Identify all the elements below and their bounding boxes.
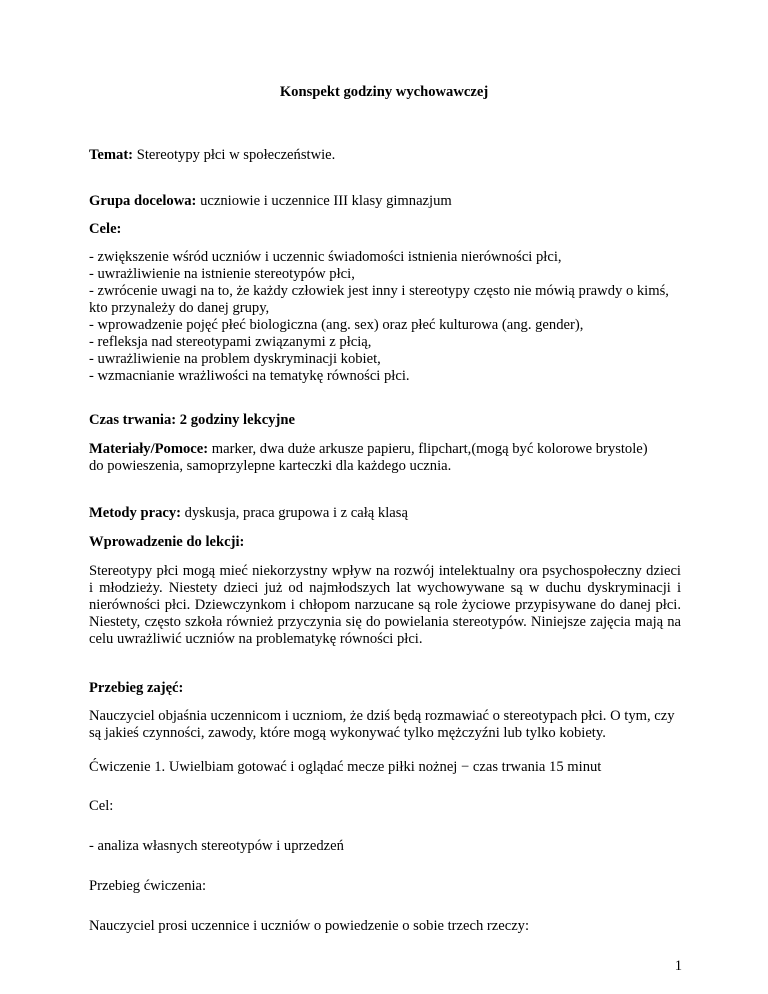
materials-line <box>89 441 659 475</box>
target-group-value: uczniowie i uczennice III klasy gimnazjum <box>200 193 452 209</box>
goal-item: - refleksja nad stereotypami związanymi z płcią, <box>89 334 372 350</box>
goals-heading: Cele: <box>89 221 122 237</box>
exercise-goal-label: Cel: <box>89 798 114 814</box>
exercise-title: Ćwiczenie 1. Uwielbiam gotować i oglądać mecze piłki nożnej − czas trwania 15 minut <box>89 759 602 775</box>
topic-label: Temat: <box>89 147 134 163</box>
exercise-course-text: Nauczyciel prosi uczennice i uczniów o powiedzenie o sobie trzech rzeczy: <box>89 918 530 934</box>
goal-item: - uwrażliwienie na problem dyskryminacji kobiet, <box>89 351 381 367</box>
goal-item: - uwrażliwienie na istnienie stereotypów płci, <box>89 266 355 282</box>
course-heading: Przebieg zajęć: <box>89 680 184 696</box>
materials-label: Materiały/Pomoce: <box>89 441 209 457</box>
topic-value: Stereotypy płci w społeczeństwie. <box>136 147 336 163</box>
goal-item: - wprowadzenie pojęć płeć biologiczna (ang. sex) oraz płeć kulturowa (ang. gender), <box>89 317 584 333</box>
target-group-label: Grupa docelowa: <box>89 193 197 209</box>
course-paragraph: Nauczyciel objaśnia uczennicom i uczniom, że dziś będą rozmawiać o stereotypach płci. O tym, czy są jakieś czynności, zawody, które mogą wykonywać tylko mężczyźni lub tylko kobiety. <box>89 708 675 741</box>
intro-heading: Wprowadzenie do lekcji: <box>89 534 245 550</box>
goal-item: - wzmacnianie wrażliwości na tematykę równości płci. <box>89 368 410 384</box>
methods-line <box>89 505 689 522</box>
methods-value: dyskusja, praca grupowa i z całą klasą <box>181 505 408 521</box>
goals-list <box>89 249 689 385</box>
goal-item: - zwiększenie wśród uczniów i uczennic świadomości istnienia nierówności płci, <box>89 249 562 265</box>
duration-line: Czas trwania: 2 godziny lekcyjne <box>89 412 295 428</box>
methods-label: Metody pracy: <box>89 505 181 521</box>
topic-line <box>89 147 689 164</box>
exercise-course-label: Przebieg ćwiczenia: <box>89 878 207 894</box>
document-title: Konspekt godziny wychowawczej <box>279 84 489 100</box>
materials-value: marker, dwa duże arkusze papieru, flipchart,(mogą być kolorowe brystole) do powieszenia, samoprzylepne karteczki dla każdego ucznia. <box>89 441 648 474</box>
goal-item: - zwrócenie uwagi na to, że każdy człowiek jest inny i stereotypy często nie mówią prawdy o kimś, kto przynależy do danej grupy, <box>89 283 669 316</box>
intro-paragraph: Stereotypy płci mogą mieć niekorzystny wpływ na rozwój intelektualny ora psychospołeczny dzieci i młodzieży. Niestety dzieci już od najmłodszych lat wychowywane są w duchu dyskryminacji i nierówności płci. Dziewczynkom i chłopom narzucane są role życiowe przypisywane do danej płci. Niestety, często szkoła również przyczynia się do powielania stereotypów. Niniejsze zajęcia mają na celu uwrażliwić uczniów na problematykę równości płci. <box>89 563 681 647</box>
page-number: 1 <box>674 958 682 974</box>
target-group-line <box>89 193 689 210</box>
exercise-goal-item: - analiza własnych stereotypów i uprzedzeń <box>89 838 344 854</box>
